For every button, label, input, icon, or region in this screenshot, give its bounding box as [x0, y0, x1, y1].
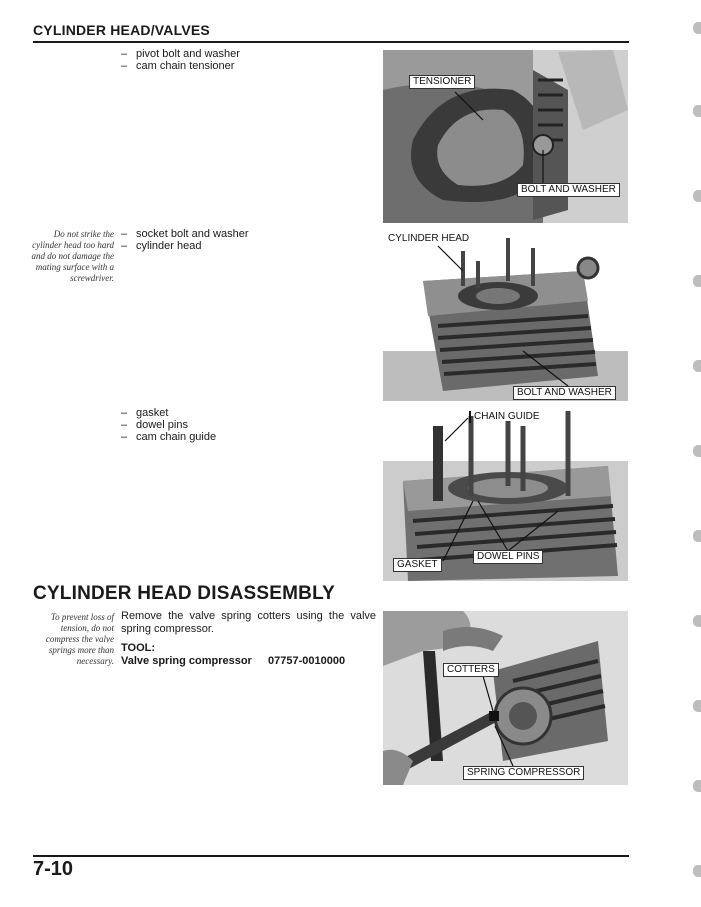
- list-item: – socket bolt and washer: [121, 228, 249, 240]
- list-item: – gasket: [121, 407, 216, 419]
- step-list-3: [121, 407, 216, 443]
- list-item: – cylinder head: [121, 240, 249, 252]
- callout-gasket: GASKET: [393, 558, 442, 572]
- punch-hole: [693, 360, 701, 372]
- list-item: – pivot bolt and washer: [121, 48, 240, 60]
- callout-bolt-washer-1: BOLT AND WASHER: [517, 183, 620, 197]
- list-item: – cam chain tensioner: [121, 60, 240, 72]
- punch-hole: [693, 275, 701, 287]
- callout-tensioner: TENSIONER: [409, 75, 475, 89]
- tool-number: 07757-0010000: [268, 655, 346, 667]
- side-note-tension: To prevent loss of tension, do not compress the valve springs more than necessary.: [45, 612, 114, 666]
- punch-hole: [693, 445, 701, 457]
- photo-gasket-dowel: [383, 406, 628, 581]
- punch-hole: [693, 22, 701, 34]
- page-header-title: CYLINDER HEAD/VALVES: [33, 22, 210, 38]
- callout-cotters: COTTERS: [443, 663, 499, 677]
- punch-hole: [693, 530, 701, 542]
- list-item: – cam chain guide: [121, 431, 216, 443]
- header-rule: [33, 41, 629, 43]
- punch-hole: [693, 865, 701, 877]
- side-note-strike: Do not strike the cylinder head too hard and do not damage the mating surface with a screwdriver.: [31, 229, 114, 283]
- callout-cylinder-head: CYLINDER HEAD: [388, 233, 470, 244]
- callout-chain-guide: CHAIN GUIDE: [469, 411, 540, 423]
- callout-bolt-washer-2: BOLT AND WASHER: [513, 386, 616, 400]
- punch-hole: [693, 105, 701, 117]
- photo-cylinder-head-drawing: [383, 226, 628, 401]
- punch-hole: [693, 700, 701, 712]
- section-title: CYLINDER HEAD DISASSEMBLY: [33, 583, 336, 604]
- callout-spring-compressor: SPRING COMPRESSOR: [463, 766, 584, 780]
- step-list-2: [121, 228, 249, 252]
- body-instruction: Remove the valve spring cotters using the valve spring compressor.: [121, 610, 376, 635]
- step-list-1: [121, 48, 240, 72]
- photo-spring-compressor: [383, 611, 628, 785]
- list-item: – dowel pins: [121, 419, 216, 431]
- punch-hole: [693, 190, 701, 202]
- tool-label: TOOL:: [121, 642, 156, 654]
- photo-tensioner: [383, 50, 628, 223]
- page-number: 7-10: [33, 858, 74, 880]
- callout-dowel-pins: DOWEL PINS: [473, 550, 543, 564]
- footer-rule: [33, 855, 629, 857]
- tool-name: Valve spring compressor: [121, 655, 252, 667]
- punch-hole: [693, 615, 701, 627]
- punch-hole: [693, 780, 701, 792]
- photo-spring-compressor-drawing: [383, 611, 628, 785]
- photo-cylinder-head: [383, 226, 628, 401]
